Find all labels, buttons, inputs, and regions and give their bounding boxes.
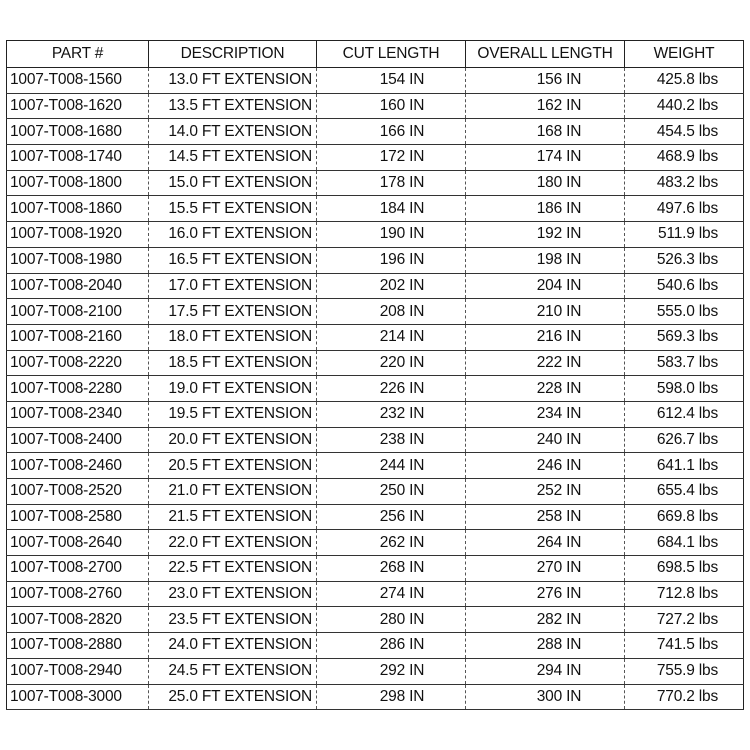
parts-table-sheet <box>6 40 743 708</box>
weight-cell: 712.8 lbs <box>625 581 744 607</box>
description-cell: 18.5 FT EXTENSION <box>149 350 317 376</box>
table-row <box>7 145 744 171</box>
overall-length-cell: 270 IN <box>466 556 625 582</box>
weight-cell: 440.2 lbs <box>625 93 744 119</box>
header-overall-length: OVERALL LENGTH <box>466 41 625 68</box>
table-row <box>7 93 744 119</box>
cut-length-cell: 166 IN <box>317 119 466 145</box>
cut-length-cell: 256 IN <box>317 504 466 530</box>
table-row <box>7 658 744 684</box>
description-cell: 15.0 FT EXTENSION <box>149 170 317 196</box>
table-row <box>7 324 744 350</box>
description-cell: 16.0 FT EXTENSION <box>149 222 317 248</box>
cut-length-cell: 214 IN <box>317 324 466 350</box>
header-cut-length: CUT LENGTH <box>317 41 466 68</box>
part-number-cell: 1007-T008-2820 <box>7 607 149 633</box>
cut-length-cell: 298 IN <box>317 684 466 710</box>
overall-length-cell: 276 IN <box>466 581 625 607</box>
overall-length-cell: 300 IN <box>466 684 625 710</box>
weight-cell: 598.0 lbs <box>625 376 744 402</box>
header-weight: WEIGHT <box>625 41 744 68</box>
part-number-cell: 1007-T008-2580 <box>7 504 149 530</box>
weight-cell: 684.1 lbs <box>625 530 744 556</box>
cut-length-cell: 160 IN <box>317 93 466 119</box>
table-body <box>7 68 744 710</box>
description-cell: 19.5 FT EXTENSION <box>149 401 317 427</box>
description-cell: 23.5 FT EXTENSION <box>149 607 317 633</box>
weight-cell: 511.9 lbs <box>625 222 744 248</box>
table-row <box>7 556 744 582</box>
cut-length-cell: 232 IN <box>317 401 466 427</box>
part-number-cell: 1007-T008-2340 <box>7 401 149 427</box>
description-cell: 14.5 FT EXTENSION <box>149 145 317 171</box>
overall-length-cell: 228 IN <box>466 376 625 402</box>
overall-length-cell: 216 IN <box>466 324 625 350</box>
part-number-cell: 1007-T008-1920 <box>7 222 149 248</box>
parts-table <box>6 40 744 710</box>
table-header <box>7 41 744 68</box>
description-cell: 17.5 FT EXTENSION <box>149 299 317 325</box>
weight-cell: 583.7 lbs <box>625 350 744 376</box>
table-row <box>7 170 744 196</box>
weight-cell: 497.6 lbs <box>625 196 744 222</box>
cut-length-cell: 244 IN <box>317 453 466 479</box>
table-row <box>7 479 744 505</box>
weight-cell: 454.5 lbs <box>625 119 744 145</box>
cut-length-cell: 190 IN <box>317 222 466 248</box>
description-cell: 13.5 FT EXTENSION <box>149 93 317 119</box>
part-number-cell: 1007-T008-2700 <box>7 556 149 582</box>
table-row <box>7 350 744 376</box>
overall-length-cell: 174 IN <box>466 145 625 171</box>
part-number-cell: 1007-T008-2940 <box>7 658 149 684</box>
cut-length-cell: 250 IN <box>317 479 466 505</box>
table-row <box>7 299 744 325</box>
part-number-cell: 1007-T008-2400 <box>7 427 149 453</box>
overall-length-cell: 234 IN <box>466 401 625 427</box>
overall-length-cell: 294 IN <box>466 658 625 684</box>
part-number-cell: 1007-T008-1680 <box>7 119 149 145</box>
weight-cell: 425.8 lbs <box>625 68 744 94</box>
weight-cell: 540.6 lbs <box>625 273 744 299</box>
overall-length-cell: 198 IN <box>466 247 625 273</box>
description-cell: 20.5 FT EXTENSION <box>149 453 317 479</box>
description-cell: 20.0 FT EXTENSION <box>149 427 317 453</box>
table-row <box>7 581 744 607</box>
part-number-cell: 1007-T008-1860 <box>7 196 149 222</box>
overall-length-cell: 186 IN <box>466 196 625 222</box>
description-cell: 15.5 FT EXTENSION <box>149 196 317 222</box>
table-row <box>7 684 744 710</box>
overall-length-cell: 162 IN <box>466 93 625 119</box>
table-row <box>7 453 744 479</box>
cut-length-cell: 154 IN <box>317 68 466 94</box>
part-number-cell: 1007-T008-2520 <box>7 479 149 505</box>
cut-length-cell: 292 IN <box>317 658 466 684</box>
overall-length-cell: 258 IN <box>466 504 625 530</box>
cut-length-cell: 280 IN <box>317 607 466 633</box>
part-number-cell: 1007-T008-2100 <box>7 299 149 325</box>
description-cell: 25.0 FT EXTENSION <box>149 684 317 710</box>
table-row <box>7 607 744 633</box>
weight-cell: 612.4 lbs <box>625 401 744 427</box>
cut-length-cell: 274 IN <box>317 581 466 607</box>
overall-length-cell: 264 IN <box>466 530 625 556</box>
overall-length-cell: 156 IN <box>466 68 625 94</box>
table-row <box>7 504 744 530</box>
table-row <box>7 376 744 402</box>
description-cell: 18.0 FT EXTENSION <box>149 324 317 350</box>
part-number-cell: 1007-T008-2760 <box>7 581 149 607</box>
cut-length-cell: 208 IN <box>317 299 466 325</box>
weight-cell: 626.7 lbs <box>625 427 744 453</box>
part-number-cell: 1007-T008-2640 <box>7 530 149 556</box>
weight-cell: 770.2 lbs <box>625 684 744 710</box>
part-number-cell: 1007-T008-2220 <box>7 350 149 376</box>
part-number-cell: 1007-T008-3000 <box>7 684 149 710</box>
overall-length-cell: 288 IN <box>466 633 625 659</box>
weight-cell: 669.8 lbs <box>625 504 744 530</box>
description-cell: 19.0 FT EXTENSION <box>149 376 317 402</box>
cut-length-cell: 184 IN <box>317 196 466 222</box>
description-cell: 14.0 FT EXTENSION <box>149 119 317 145</box>
overall-length-cell: 246 IN <box>466 453 625 479</box>
weight-cell: 569.3 lbs <box>625 324 744 350</box>
table-row <box>7 530 744 556</box>
weight-cell: 526.3 lbs <box>625 247 744 273</box>
description-cell: 17.0 FT EXTENSION <box>149 273 317 299</box>
overall-length-cell: 210 IN <box>466 299 625 325</box>
overall-length-cell: 252 IN <box>466 479 625 505</box>
description-cell: 22.0 FT EXTENSION <box>149 530 317 556</box>
cut-length-cell: 172 IN <box>317 145 466 171</box>
weight-cell: 641.1 lbs <box>625 453 744 479</box>
header-description: DESCRIPTION <box>149 41 317 68</box>
description-cell: 21.0 FT EXTENSION <box>149 479 317 505</box>
header-row <box>7 41 744 68</box>
part-number-cell: 1007-T008-2160 <box>7 324 149 350</box>
overall-length-cell: 168 IN <box>466 119 625 145</box>
description-cell: 24.0 FT EXTENSION <box>149 633 317 659</box>
cut-length-cell: 238 IN <box>317 427 466 453</box>
part-number-cell: 1007-T008-2460 <box>7 453 149 479</box>
weight-cell: 698.5 lbs <box>625 556 744 582</box>
weight-cell: 468.9 lbs <box>625 145 744 171</box>
header-part-number: PART # <box>7 41 149 68</box>
part-number-cell: 1007-T008-1980 <box>7 247 149 273</box>
cut-length-cell: 268 IN <box>317 556 466 582</box>
part-number-cell: 1007-T008-2040 <box>7 273 149 299</box>
part-number-cell: 1007-T008-1800 <box>7 170 149 196</box>
cut-length-cell: 220 IN <box>317 350 466 376</box>
overall-length-cell: 204 IN <box>466 273 625 299</box>
cut-length-cell: 226 IN <box>317 376 466 402</box>
table-row <box>7 119 744 145</box>
description-cell: 21.5 FT EXTENSION <box>149 504 317 530</box>
table-row <box>7 273 744 299</box>
table-row <box>7 247 744 273</box>
description-cell: 24.5 FT EXTENSION <box>149 658 317 684</box>
weight-cell: 655.4 lbs <box>625 479 744 505</box>
weight-cell: 483.2 lbs <box>625 170 744 196</box>
part-number-cell: 1007-T008-1740 <box>7 145 149 171</box>
cut-length-cell: 262 IN <box>317 530 466 556</box>
description-cell: 23.0 FT EXTENSION <box>149 581 317 607</box>
part-number-cell: 1007-T008-2880 <box>7 633 149 659</box>
cut-length-cell: 178 IN <box>317 170 466 196</box>
overall-length-cell: 282 IN <box>466 607 625 633</box>
overall-length-cell: 192 IN <box>466 222 625 248</box>
table-row <box>7 68 744 94</box>
part-number-cell: 1007-T008-2280 <box>7 376 149 402</box>
description-cell: 22.5 FT EXTENSION <box>149 556 317 582</box>
table-row <box>7 196 744 222</box>
weight-cell: 555.0 lbs <box>625 299 744 325</box>
overall-length-cell: 180 IN <box>466 170 625 196</box>
weight-cell: 755.9 lbs <box>625 658 744 684</box>
cut-length-cell: 286 IN <box>317 633 466 659</box>
table-row <box>7 427 744 453</box>
part-number-cell: 1007-T008-1620 <box>7 93 149 119</box>
cut-length-cell: 196 IN <box>317 247 466 273</box>
part-number-cell: 1007-T008-1560 <box>7 68 149 94</box>
description-cell: 13.0 FT EXTENSION <box>149 68 317 94</box>
table-row <box>7 222 744 248</box>
weight-cell: 727.2 lbs <box>625 607 744 633</box>
weight-cell: 741.5 lbs <box>625 633 744 659</box>
table-row <box>7 401 744 427</box>
description-cell: 16.5 FT EXTENSION <box>149 247 317 273</box>
cut-length-cell: 202 IN <box>317 273 466 299</box>
overall-length-cell: 222 IN <box>466 350 625 376</box>
table-row <box>7 633 744 659</box>
overall-length-cell: 240 IN <box>466 427 625 453</box>
